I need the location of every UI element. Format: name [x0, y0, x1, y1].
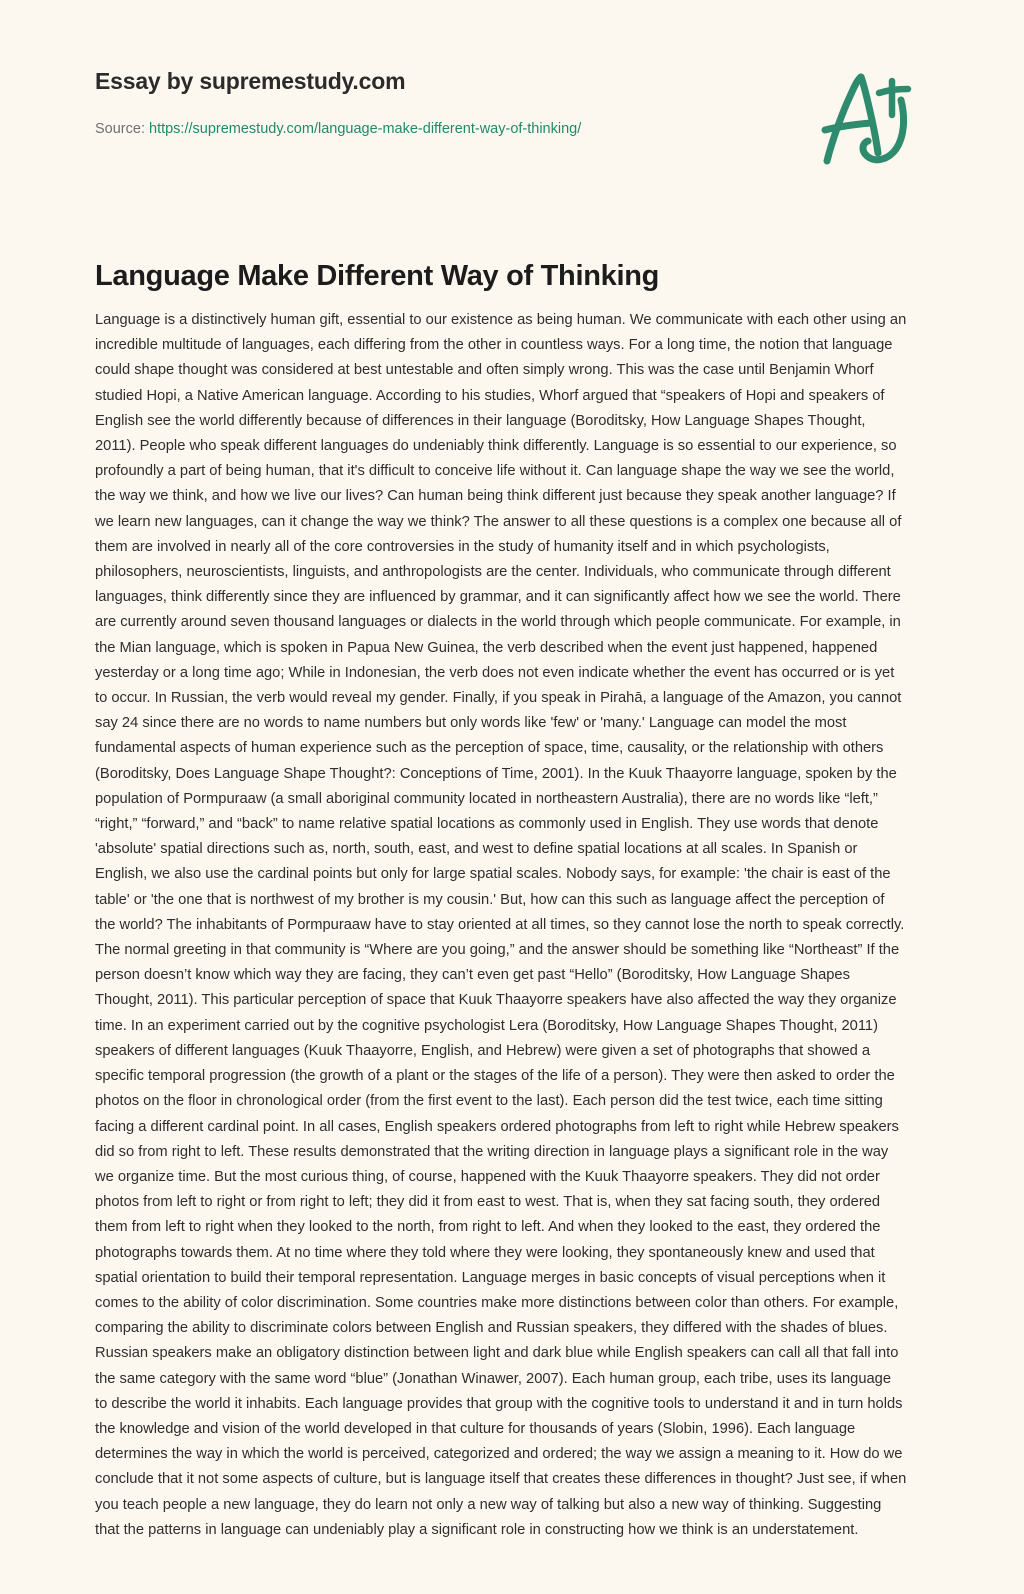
essay-body-text: Language is a distinctively human gift, essential to our existence as being human. We communicate with each other using an incredible multitude of languages, each differing from the other in countless ways. For a long time, the notion that language could shape thought was considered at best untestable and often simply wrong. This was the case until Benjamin Whorf studied Hopi, a Native American language. According to his studies, Whorf argued that “speakers of Hopi and speakers of English see the world differently because of differences in their language (Boroditsky, How Language Shapes Thought, 2011). People who speak different languages do undeniably think differently. Language is so essential to our experience, so profoundly a part of being human, that it's difficult to conceive life without it. Can language shape the way we see the world, the way we think, and how we live our lives? Can human being think different just because they speak another language? If we learn new languages, can it change the way we think? The answer to all these questions is a complex one because all of them are involved in nearly all of the core controversies in the study of humanity itself and in which psychologists, philosophers, neuroscientists, linguists, and anthropologists are the center. Individuals, who communicate through different languages, think differently since they are influenced by grammar, and it can significantly affect how we see the world. There are currently around seven thousand languages or dialects in the world through which people communicate. For example, in the Mian language, which is spoken in Papua New Guinea, the verb described when the event just happened, happened yesterday or a long time ago; While in Indonesian, the verb does not even indicate whether the event has occurred or is yet to occur. In Russian, the verb would reveal my gender. Finally, if you speak in Pirahā, a language of the Amazon, you cannot say 24 since there are no words to name numbers but only words like 'few' or 'many.' Language can model the most fundamental aspects of human experience such as the perception of space, time, causality, or the relationship with others (Boroditsky, Does Language Shape Thought?: Conceptions of Time, 2001). In the Kuuk Thaayorre language, spoken by the population of Pormpuraaw (a small aboriginal community located in northeastern Australia), there are no words like “left,” “right,” “forward,” and “back” to name relative spatial locations as commonly used in English. They use words that denote 'absolute' spatial directions such as, north, south, east, and west to define spatial locations at all scales. In Spanish or English, we also use the cardinal points but only for large spatial scales. Nobody says, for example: 'the chair is east of the table' or 'the one that is northwest of my brother is my cousin.' But, how can this such as language affect the perception of the world? The inhabitants of Pormpuraaw have to stay oriented at all times, so they cannot lose the north to speak correctly. The normal greeting in that community is “Where are you going,” and the answer should be something like “Northeast” If the person doesn’t know which way they are facing, they can’t even get past “Hello” (Boroditsky, How Language Shapes Thought, 2011). This particular perception of space that Kuuk Thaayorre speakers have also affected the way they organize time. In an experiment carried out by the cognitive psychologist Lera (Boroditsky, How Language Shapes Thought, 2011) speakers of different languages (Kuuk Thaayorre, English, and Hebrew) were given a set of photographs that showed a specific temporal progression (the growth of a plant or the stages of the life of a person). They were then asked to order the photos on the floor in chronological order (from the first event to the last). Each person did the test twice, each time sitting facing a different cardinal point. In all cases, English speakers ordered photographs from left to right while Hebrew speakers did so from right to left. These results demonstrated that the writing direction in language plays a significant role in the way we organize time. But the most curious thing, of course, happened with the Kuuk Thaayorre speakers. They did not order photos from left to right or from right to left; they did it from east to west. That is, when they sat facing south, they ordered them from left to right when they looked to the north, from right to left. And when they looked to the east, they ordered the photographs towards them. At no time where they told where they were looking, they spontaneously knew and used that spatial orientation to build their temporal representation. Language merges in basic concepts of visual perceptions when it comes to the ability of color discrimination. Some countries make more distinctions between color than others. For example, comparing the ability to discriminate colors between English and Russian speakers, they differed with the shades of blues. Russian speakers make an obligatory distinction between light and dark blue while English speakers can call all that fall into the same category with the same word “blue” (Jonathan Winawer, 2007). Each human group, each tribe, uses its language to describe the world it inhabits. Each language provides that group with the cognitive tools to understand it and in turn holds the knowledge and vision of the world developed in that culture for thousands of years (Slobin, 1996). Each language determines the way in which the world is perceived, categorized and ordered; the way we assign a meaning to it. How do we conclude that it not some aspects of culture, but is language itself that creates these differences in thought? Just see, if when you teach people a new language, they do learn not only a new way of talking but also a new way of thinking. Suggesting that the patterns in language can undeniably play a significant role in constructing how we think is an understatement.	[95, 312, 907, 1538]
source-label: Source:	[95, 121, 149, 137]
source-line	[95, 121, 581, 137]
page-header	[0, 0, 1024, 200]
page-title: Language Make Different Way of Thinking	[95, 260, 660, 293]
brand-title: Essay by supremestudy.com	[95, 68, 406, 94]
source-url-link[interactable]: https://supremestudy.com/language-make-different-way-of-thinking/	[149, 121, 582, 137]
aplus-logo-icon	[806, 58, 926, 178]
